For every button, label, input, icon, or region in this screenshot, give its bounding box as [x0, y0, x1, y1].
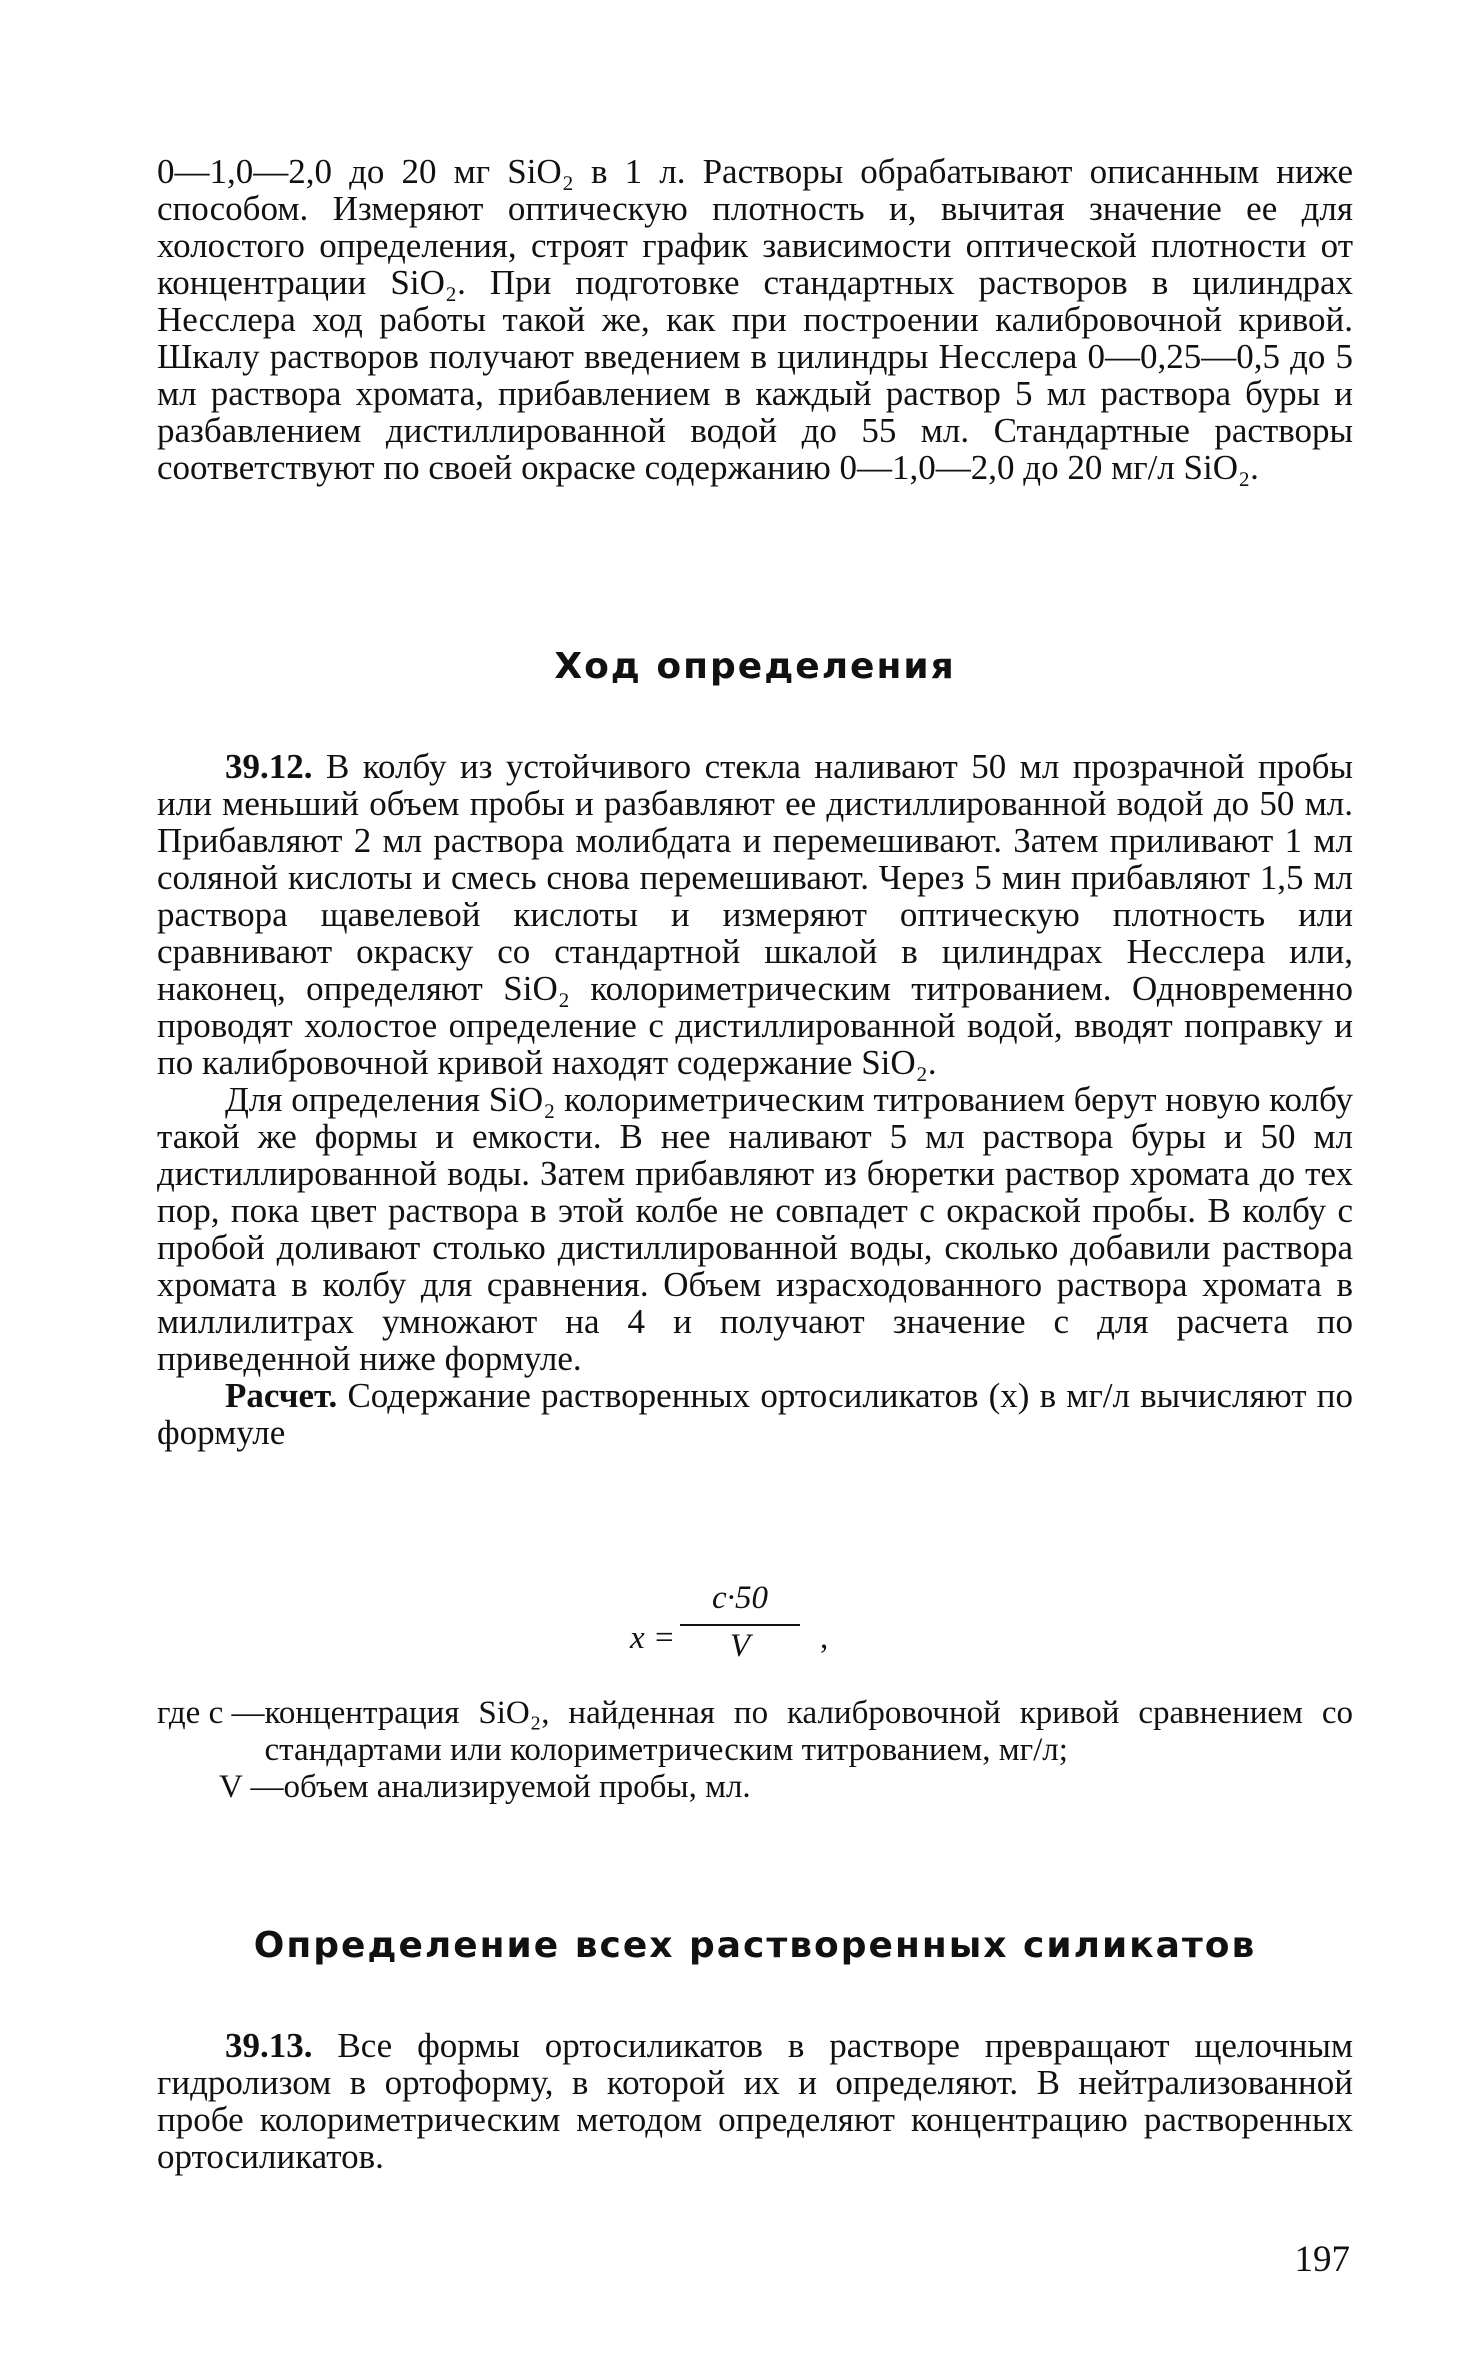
fraction-bar	[680, 1624, 800, 1626]
paragraph-text: В колбу из устойчивого стекла наливают 50 мл прозрачной пробы или меньший объем пробы и разбавляют ее дистиллированной водой до 50 мл. Прибавляют 2 мл раствора молибдата и перемешивают. Затем приливают 1 мл соляной кислоты и смесь снова перемешивают. Через 5 мин прибавляют 1,5 мл раствора щавелевой кислоты и измеряют оптическую плотность или сравнивают окраску со стандартной шкалой в цилиндрах Несслера или, наконец, определяют SiO₂ колориметрическим титрованием. Одновременно проводят холостое определение с дистиллированной водой, вводят поправку и по калибровочной кривой находят содержание SiO₂.	[157, 747, 1353, 1082]
definition-desc: объем анализируемой пробы, мл.	[283, 1769, 751, 1805]
procedure-block	[157, 748, 1353, 1451]
paragraph-number: 39.12.	[225, 747, 313, 786]
paragraph-39-13	[157, 2027, 1353, 2175]
formula-lhs: x =	[630, 1620, 676, 1656]
calculation-paragraph	[157, 1377, 1353, 1451]
paragraph-39-12	[157, 748, 1353, 1081]
section-heading-silicates: Определение всех растворенных силикатов	[253, 1925, 1257, 1966]
definition-term: где c —	[157, 1695, 265, 1731]
paragraph-text: Все формы ортосиликатов в растворе превращают щелочным гидролизом в ортоформу, в которой их и определяют. В нейтрализованной пробе колориметрическим методом определяют концентрацию растворенных ортосиликатов.	[157, 2026, 1353, 2176]
formula-fraction	[680, 1580, 800, 1665]
definition-v	[157, 1769, 1353, 1806]
section-heading-procedure: Ход определения	[554, 646, 956, 687]
paragraph-number: 39.13.	[225, 2026, 313, 2065]
variable-definitions	[157, 1695, 1353, 1806]
definition-term: V —	[219, 1769, 284, 1805]
intro-paragraph-block	[157, 153, 1353, 486]
formula-numerator: c·50	[712, 1580, 768, 1616]
intro-paragraph: 0—1,0—2,0 до 20 мг SiO₂ в 1 л. Растворы обрабатывают описанным ниже способом. Измеряют оптическую плотность и, вычитая значение ее для холостого определения, строят график зависимости оптической плотности от концентрации SiO₂. При подготовке стандартных растворов в цилиндрах Несслера ход работы такой же, как при построении калибровочной кривой. Шкалу растворов получают введением в цилиндры Несслера 0—0,25—0,5 до 5 мл раствора хромата, прибавлением в каждый раствор 5 мл раствора буры и разбавлением дистиллированной водой до 55 мл. Стандартные растворы соответствуют по своей окраске содержанию 0—1,0—2,0 до 20 мг/л SiO₂.	[157, 152, 1353, 487]
calculation-text: Содержание растворенных ортосиликатов (x) в мг/л вычисляют по формуле	[157, 1376, 1353, 1452]
page-number: 197	[1294, 2239, 1350, 2280]
definition-desc: концентрация SiO₂, найденная по калибровочной кривой сравнением со стандартами или колориметрическим титрованием, мг/л;	[264, 1695, 1353, 1768]
formula-denominator: V	[729, 1628, 751, 1664]
calculation-label: Расчет.	[225, 1376, 338, 1415]
definition-c	[157, 1695, 1353, 1769]
titration-paragraph: Для определения SiO₂ колориметрическим титрованием берут новую колбу такой же формы и емкости. В нее наливают 5 мл раствора буры и 50 мл дистиллированной воды. Затем прибавляют из бюретки раствор хромата до тех пор, пока цвет раствора в этой колбе не совпадет с окраской пробы. В колбу с пробой доливают столько дистиллированной воды, сколько добавили раствора хромата в колбу для сравнения. Объем израсходованного раствора хромата в миллилитрах умножают на 4 и получают значение с для расчета по приведенной ниже формуле.	[157, 1080, 1353, 1378]
formula	[630, 1580, 870, 1670]
formula-comma: ,	[820, 1620, 829, 1656]
silicates-block	[157, 2027, 1353, 2175]
